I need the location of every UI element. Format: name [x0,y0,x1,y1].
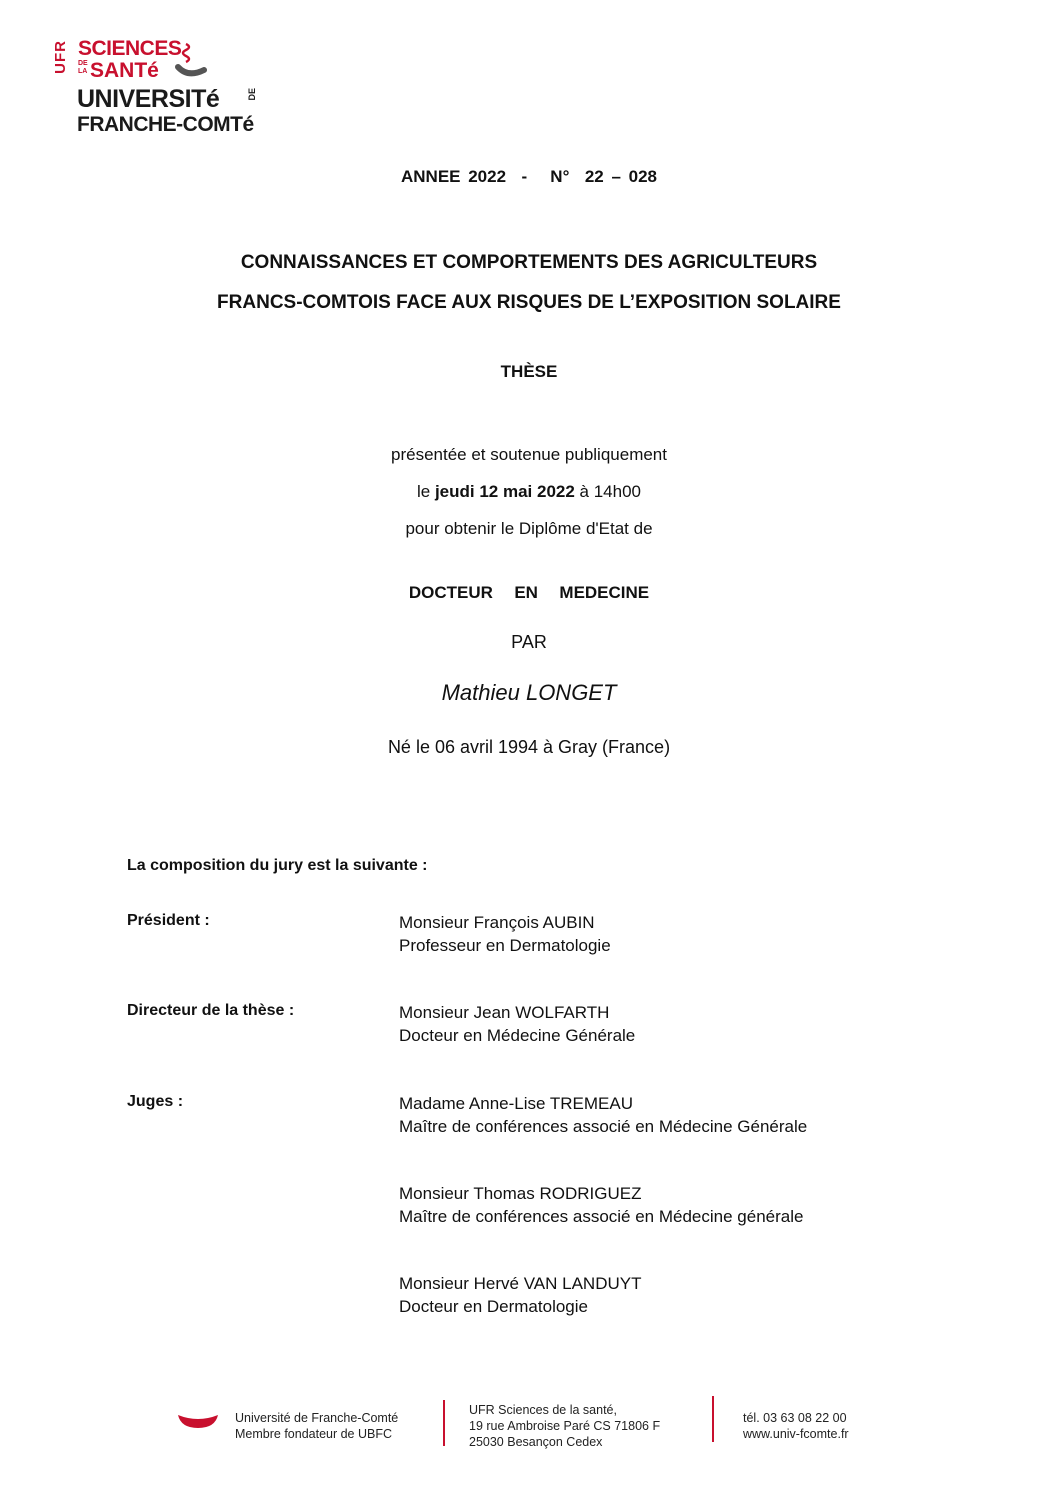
member-name: Monsieur Jean WOLFARTH [399,1003,610,1022]
these-heading: THÈSE [500,362,558,381]
member-name: Monsieur Hervé VAN LANDUYT [399,1274,642,1293]
logo-franche-comte: FRANCHE-COMTé [77,113,254,136]
university-mark-icon [177,1411,219,1431]
footer-col-address: UFR Sciences de la santé, 19 rue Ambroise Paré CS 71806 F 25030 Besançon Cedex [469,1403,661,1449]
logo-ufr-vertical: UFR [52,40,69,74]
logo-sante-line [78,60,159,81]
presentation-line2: le jeudi 12 mai 2022 à 14h00 [416,482,642,501]
member-title: Maître de conférences associé en Médecine générale [399,1207,804,1226]
caduceus-logo-icon [170,40,210,80]
logo-sante: SANTé [90,59,159,82]
footer-col-university: Université de Franche-Comté Membre fondateur de UBFC [235,1411,399,1441]
presentation-line1: présentée et soutenue publiquement [391,445,667,464]
par-label: PAR [511,632,547,652]
member-title: Docteur en Dermatologie [399,1297,588,1316]
presentation-block [0,436,1058,547]
member-name: Monsieur François AUBIN [399,913,595,932]
logo-de: DE [247,88,257,101]
logo-universite: UNIVERSITé [77,85,220,113]
member-name: Madame Anne-Lise TREMEAU [399,1094,634,1113]
thesis-title [0,243,1058,323]
footer-divider [712,1396,714,1442]
jury-role-directeur: Directeur de la thèse : [127,1002,295,1019]
logo-de-la: DE LA [78,60,88,75]
jury-member-juge-1 [399,1092,807,1138]
footer-phone: tél. 03 63 08 22 00 [743,1411,847,1425]
logo-sciences: SCIENCES [78,37,182,60]
diplome: DOCTEUR EN MEDECINE [408,583,650,602]
thesis-title-line1: CONNAISSANCES ET COMPORTEMENTS DES AGRICULTEURS [240,252,818,273]
member-title: Maître de conférences associé en Médecine Générale [399,1117,808,1136]
footer-website: www.univ-fcomte.fr [743,1427,849,1441]
footer-col-contact [743,1410,849,1442]
member-title: Professeur en Dermatologie [399,936,611,955]
member-title: Docteur en Médecine Générale [399,1026,636,1045]
jury-member-juge-3 [399,1272,641,1318]
jury-member-directeur [399,1001,635,1047]
presentation-line3: pour obtenir le Diplôme d'Etat de [405,519,653,538]
birth-info: Né le 06 avril 1994 à Gray (France) [387,737,671,757]
defense-date: jeudi 12 mai 2022 [434,482,575,501]
author-name: Mathieu LONGET [441,680,617,705]
footer-divider [443,1400,445,1446]
thesis-title-line2: FRANCS-COMTOIS FACE AUX RISQUES DE L’EXPOSITION SOLAIRE [217,292,841,313]
annee-numero: ANNEE 2022 - N° 22 – 028 [400,167,658,186]
jury-role-president: Président : [127,912,210,929]
jury-member-juge-2 [399,1182,803,1228]
jury-member-president [399,911,611,957]
jury-intro: La composition du jury est la suivante : [127,857,428,874]
jury-role-juges: Juges : [127,1093,184,1110]
member-name: Monsieur Thomas RODRIGUEZ [399,1184,642,1203]
